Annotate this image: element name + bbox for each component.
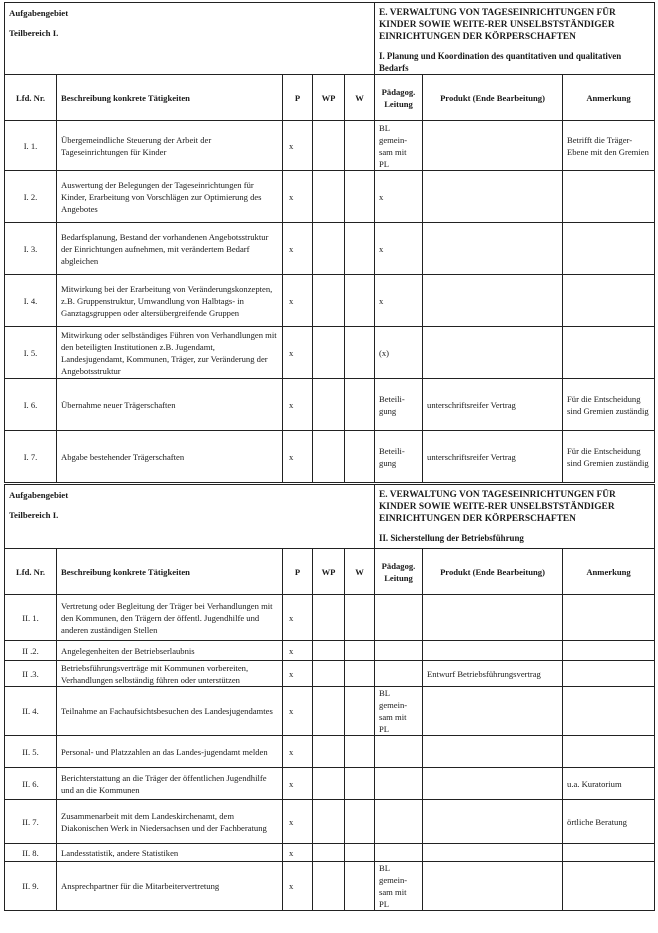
row-description: Ansprechpartner für die Mitarbeitervertretung (57, 862, 283, 911)
row-description: Betriebsführungsverträge mit Kommunen vorbereiten, Verhandlungen selbständig führen oder unterstützen (57, 661, 283, 687)
column-header-row (5, 75, 655, 121)
row-wp (313, 844, 345, 862)
row-produkt (423, 171, 563, 223)
row-p: x (283, 595, 313, 641)
row-paed-leitung: BL gemein-sam mit PL (375, 687, 423, 736)
row-w (345, 862, 375, 911)
row-produkt: unterschriftsreifer Vertrag (423, 431, 563, 483)
row-description: Vertretung oder Begleitung der Träger bei Verhandlungen mit den Kommunen, den Trägern der öffentl. Jugendhilfe und anderen zuständigen Stellen (57, 595, 283, 641)
column-header: Pädagog. Leitung (375, 75, 423, 121)
row-w (345, 641, 375, 661)
row-w (345, 768, 375, 800)
row-anmerkung (563, 595, 655, 641)
row-wp (313, 121, 345, 171)
section-header (5, 485, 655, 549)
column-header: Pädagog. Leitung (375, 549, 423, 595)
column-header: Produkt (Ende Bearbeitung) (423, 75, 563, 121)
column-header: Anmerkung (563, 549, 655, 595)
row-wp (313, 431, 345, 483)
row-paed-leitung: Beteili-gung (375, 379, 423, 431)
row-number: II .2. (5, 641, 57, 661)
table-row (5, 768, 655, 800)
row-paed-leitung: x (375, 275, 423, 327)
row-number: II. 9. (5, 862, 57, 911)
table-row (5, 800, 655, 844)
row-description: Übergemeindliche Steuerung der Arbeit der Tageseinrichtungen für Kinder (57, 121, 283, 171)
row-number: II. 4. (5, 687, 57, 736)
column-header: Anmerkung (563, 75, 655, 121)
area-label: Aufgabengebiet (9, 8, 69, 18)
table-row (5, 595, 655, 641)
table-row (5, 736, 655, 768)
row-number: I. 5. (5, 327, 57, 379)
row-p: x (283, 862, 313, 911)
row-description: Bedarfsplanung, Bestand der vorhandenen Angebotsstruktur der Einrichtungen aufnehmen, mit verändertem Bedarf abgleichen (57, 223, 283, 275)
row-anmerkung (563, 687, 655, 736)
row-wp (313, 862, 345, 911)
row-paed-leitung (375, 595, 423, 641)
row-w (345, 800, 375, 844)
area-label: Aufgabengebiet (9, 490, 69, 500)
row-w (345, 121, 375, 171)
row-w (345, 595, 375, 641)
row-produkt (423, 641, 563, 661)
row-wp (313, 275, 345, 327)
row-anmerkung (563, 736, 655, 768)
row-paed-leitung (375, 800, 423, 844)
row-paed-leitung: x (375, 171, 423, 223)
column-header: P (283, 549, 313, 595)
table-row (5, 641, 655, 661)
table-row (5, 171, 655, 223)
column-header: Beschreibung konkrete Tätigkeiten (57, 75, 283, 121)
row-anmerkung: Für die Entscheidung sind Gremien zuständig (563, 431, 655, 483)
section-subtitle: I. Planung und Koordination des quantitativen und qualitativen Bedarfs (379, 51, 622, 73)
row-wp (313, 800, 345, 844)
row-wp (313, 661, 345, 687)
row-number: I. 6. (5, 379, 57, 431)
row-produkt (423, 275, 563, 327)
row-number: I. 3. (5, 223, 57, 275)
row-wp (313, 768, 345, 800)
section-subtitle: II. Sicherstellung der Betriebsführung (379, 533, 524, 543)
row-produkt (423, 595, 563, 641)
section-title: E. VERWALTUNG VON TAGESEINRICHTUNGEN FÜR KINDER SOWIE WEITE-RER UNSELBSTSTÄNDIGER EINRICHTUNGEN DER KÖRPERSCHAFTEN (379, 490, 616, 524)
row-produkt (423, 121, 563, 171)
row-description: Abgabe bestehender Trägerschaften (57, 431, 283, 483)
row-paed-leitung: x (375, 223, 423, 275)
row-p: x (283, 800, 313, 844)
row-number: I. 7. (5, 431, 57, 483)
row-p: x (283, 687, 313, 736)
table-row (5, 844, 655, 862)
row-p: x (283, 431, 313, 483)
row-anmerkung (563, 275, 655, 327)
row-anmerkung (563, 661, 655, 687)
row-wp (313, 687, 345, 736)
row-wp (313, 641, 345, 661)
column-header: Beschreibung konkrete Tätigkeiten (57, 549, 283, 595)
row-paed-leitung (375, 641, 423, 661)
row-description: Berichterstattung an die Träger der öffentlichen Jugendhilfe und an die Kommunen (57, 768, 283, 800)
row-description: Zusammenarbeit mit dem Landeskirchenamt, dem Diakonischen Werk in Niedersachsen und der Fachberatung (57, 800, 283, 844)
row-w (345, 431, 375, 483)
column-header: Lfd. Nr. (5, 549, 57, 595)
table-row (5, 275, 655, 327)
task-table-1 (4, 2, 655, 483)
row-produkt (423, 736, 563, 768)
row-produkt (423, 800, 563, 844)
row-description: Angelegenheiten der Betriebserlaubnis (57, 641, 283, 661)
table-row (5, 862, 655, 911)
column-header: WP (313, 549, 345, 595)
row-produkt (423, 768, 563, 800)
row-w (345, 223, 375, 275)
row-number: II. 5. (5, 736, 57, 768)
column-header: WP (313, 75, 345, 121)
row-anmerkung (563, 327, 655, 379)
row-p: x (283, 844, 313, 862)
row-w (345, 327, 375, 379)
row-anmerkung (563, 862, 655, 911)
column-header: W (345, 549, 375, 595)
table-row (5, 379, 655, 431)
row-anmerkung (563, 844, 655, 862)
column-header-row (5, 549, 655, 595)
row-anmerkung (563, 223, 655, 275)
row-p: x (283, 121, 313, 171)
task-table-2 (4, 484, 655, 911)
row-w (345, 844, 375, 862)
row-p: x (283, 379, 313, 431)
row-p: x (283, 736, 313, 768)
row-p: x (283, 327, 313, 379)
row-wp (313, 223, 345, 275)
row-produkt (423, 844, 563, 862)
section-title: E. VERWALTUNG VON TAGESEINRICHTUNGEN FÜR KINDER SOWIE WEITE-RER UNSELBSTSTÄNDIGER EINRICHTUNGEN DER KÖRPERSCHAFTEN (379, 8, 616, 42)
row-paed-leitung: BL gemein-sam mit PL (375, 121, 423, 171)
row-description: Landesstatistik, andere Statistiken (57, 844, 283, 862)
row-paed-leitung (375, 736, 423, 768)
row-description: Mitwirkung bei der Erarbeitung von Veränderungskonzepten, z.B. Gruppenstruktur, Umwandlung von Halbtags- in Ganztagsgruppen oder altersübergreifende Gruppen (57, 275, 283, 327)
row-w (345, 736, 375, 768)
row-produkt (423, 223, 563, 275)
row-wp (313, 171, 345, 223)
row-paed-leitung: BL gemein-sam mit PL (375, 862, 423, 911)
row-description: Mitwirkung oder selbständiges Führen von Verhandlungen mit den beteiligten Institutionen z.B. Jugendamt, Landesjugendamt, Kommunen, Träger, zur Veränderung der Angebotsstruktur (57, 327, 283, 379)
row-anmerkung: Betrifft die Träger-Ebene mit den Gremien (563, 121, 655, 171)
row-description: Teilnahme an Fachaufsichtsbesuchen des Landesjugendamtes (57, 687, 283, 736)
column-header: W (345, 75, 375, 121)
row-number: II. 7. (5, 800, 57, 844)
row-paed-leitung (375, 844, 423, 862)
row-p: x (283, 768, 313, 800)
row-paed-leitung: (x) (375, 327, 423, 379)
row-number: II .3. (5, 661, 57, 687)
section-title-cell (375, 3, 655, 75)
section-header (5, 3, 655, 75)
row-w (345, 171, 375, 223)
row-description: Übernahme neuer Trägerschaften (57, 379, 283, 431)
table-row (5, 431, 655, 483)
row-p: x (283, 223, 313, 275)
table-row (5, 687, 655, 736)
row-w (345, 687, 375, 736)
row-anmerkung: u.a. Kuratorium (563, 768, 655, 800)
subarea-label: Teilbereich I. (9, 28, 59, 38)
row-number: II. 6. (5, 768, 57, 800)
row-w (345, 379, 375, 431)
row-p: x (283, 641, 313, 661)
row-wp (313, 327, 345, 379)
row-produkt (423, 687, 563, 736)
row-w (345, 661, 375, 687)
row-paed-leitung: Beteili-gung (375, 431, 423, 483)
row-number: II. 8. (5, 844, 57, 862)
row-wp (313, 736, 345, 768)
row-number: I. 4. (5, 275, 57, 327)
row-anmerkung (563, 641, 655, 661)
row-produkt (423, 327, 563, 379)
row-number: I. 2. (5, 171, 57, 223)
row-produkt: Entwurf Betriebsführungsvertrag (423, 661, 563, 687)
row-produkt (423, 862, 563, 911)
row-wp (313, 379, 345, 431)
table-row (5, 121, 655, 171)
row-p: x (283, 275, 313, 327)
column-header: Lfd. Nr. (5, 75, 57, 121)
row-description: Auswertung der Belegungen der Tageseinrichtungen für Kinder, Erarbeitung von Vorschlägen zur Optimierung des Angebotes (57, 171, 283, 223)
table-row (5, 223, 655, 275)
column-header: Produkt (Ende Bearbeitung) (423, 549, 563, 595)
row-p: x (283, 171, 313, 223)
area-label-cell (5, 3, 375, 75)
subarea-label: Teilbereich I. (9, 510, 59, 520)
row-paed-leitung (375, 661, 423, 687)
table-row (5, 327, 655, 379)
row-wp (313, 595, 345, 641)
row-w (345, 275, 375, 327)
row-anmerkung (563, 171, 655, 223)
row-p: x (283, 661, 313, 687)
row-paed-leitung (375, 768, 423, 800)
section-title-cell (375, 485, 655, 549)
column-header: P (283, 75, 313, 121)
row-anmerkung: örtliche Beratung (563, 800, 655, 844)
area-label-cell (5, 485, 375, 549)
row-number: I. 1. (5, 121, 57, 171)
row-description: Personal- und Platzzahlen an das Landes-jugendamt melden (57, 736, 283, 768)
row-produkt: unterschriftsreifer Vertrag (423, 379, 563, 431)
table-row (5, 661, 655, 687)
row-anmerkung: Für die Entscheidung sind Gremien zuständig (563, 379, 655, 431)
row-number: II. 1. (5, 595, 57, 641)
